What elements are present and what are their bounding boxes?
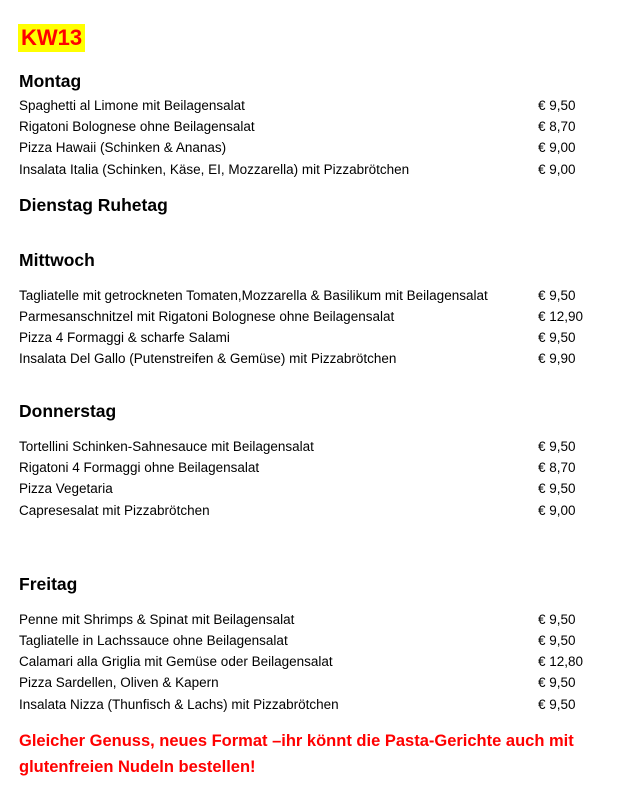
gluten-free-note: Gleicher Genuss, neues Format –ihr könnt die Pasta-Gerichte auch mit glutenfreien Nudeln bestellen! <box>19 732 574 776</box>
day-heading-thursday: Donnerstag <box>19 401 117 421</box>
day-heading-friday: Freitag <box>19 574 78 594</box>
menu-item-price: € 9,00 <box>538 140 576 155</box>
menu-item-name: Rigatoni Bolognese ohne Beilagensalat <box>19 119 255 134</box>
menu-item <box>19 478 619 499</box>
menu-item-name: Spaghetti al Limone mit Beilagensalat <box>19 98 245 113</box>
menu-item-name: Insalata Del Gallo (Putenstreifen & Gemüse) mit Pizzabrötchen <box>19 351 397 366</box>
menu-item-price: € 8,70 <box>538 119 576 134</box>
menu-item <box>19 95 619 116</box>
menu-item-price: € 9,50 <box>538 330 576 345</box>
menu-item <box>19 159 619 180</box>
menu-item <box>19 457 619 478</box>
menu-item-name: Insalata Nizza (Thunfisch & Lachs) mit Pizzabrötchen <box>19 697 339 712</box>
menu-item <box>19 651 619 672</box>
menu-item-price: € 12,80 <box>538 654 584 669</box>
menu-item-price: € 9,90 <box>538 351 576 366</box>
menu-item <box>19 630 619 651</box>
menu-item-price: € 9,00 <box>538 162 576 177</box>
menu-item-price: € 9,50 <box>538 98 576 113</box>
menu-item-price: € 9,50 <box>538 697 576 712</box>
menu-item-price: € 9,50 <box>538 675 576 690</box>
menu-item <box>19 436 619 457</box>
menu-item-name: Parmesanschnitzel mit Rigatoni Bolognese ohne Beilagensalat <box>19 309 395 324</box>
menu-item-price: € 9,50 <box>538 481 576 496</box>
menu-item <box>19 672 619 693</box>
menu-item-name: Tortellini Schinken-Sahnesauce mit Beilagensalat <box>19 439 314 454</box>
menu-item-name: Pizza Hawaii (Schinken & Ananas) <box>19 140 227 155</box>
day-heading-tuesday: Dienstag Ruhetag <box>19 195 168 215</box>
menu-item <box>19 327 619 348</box>
menu-item-price: € 8,70 <box>538 460 576 475</box>
menu-item-name: Insalata Italia (Schinken, Käse, EI, Mozzarella) mit Pizzabrötchen <box>19 162 410 177</box>
menu-item-price: € 9,50 <box>538 633 576 648</box>
menu-item <box>19 694 619 715</box>
menu-item-price: € 9,50 <box>538 439 576 454</box>
menu-item-name: Pizza Sardellen, Oliven & Kapern <box>19 675 219 690</box>
menu-item <box>19 137 619 158</box>
menu-item <box>19 500 619 521</box>
menu-item-price: € 12,90 <box>538 309 584 324</box>
menu-item-name: Capresesalat mit Pizzabrötchen <box>19 503 210 518</box>
menu-item <box>19 306 619 327</box>
day-heading-monday: Montag <box>19 71 82 91</box>
menu-item-name: Rigatoni 4 Formaggi ohne Beilagensalat <box>19 460 260 475</box>
day-heading-wednesday: Mittwoch <box>19 250 95 270</box>
menu-item-name: Pizza Vegetaria <box>19 481 113 496</box>
menu-item-name: Tagliatelle mit getrockneten Tomaten,Mozzarella & Basilikum mit Beilagensalat <box>19 288 488 303</box>
menu-item <box>19 116 619 137</box>
menu-item-name: Tagliatelle in Lachssauce ohne Beilagensalat <box>19 633 288 648</box>
menu-item-price: € 9,50 <box>538 288 576 303</box>
menu-item-price: € 9,00 <box>538 503 576 518</box>
menu-item <box>19 609 619 630</box>
menu-item <box>19 348 619 369</box>
week-badge: KW13 <box>18 24 85 52</box>
menu-item-price: € 9,50 <box>538 612 576 627</box>
menu-item <box>19 285 619 306</box>
menu-item-name: Calamari alla Griglia mit Gemüse oder Beilagensalat <box>19 654 333 669</box>
menu-item-name: Penne mit Shrimps & Spinat mit Beilagensalat <box>19 612 295 627</box>
menu-item-name: Pizza 4 Formaggi & scharfe Salami <box>19 330 230 345</box>
